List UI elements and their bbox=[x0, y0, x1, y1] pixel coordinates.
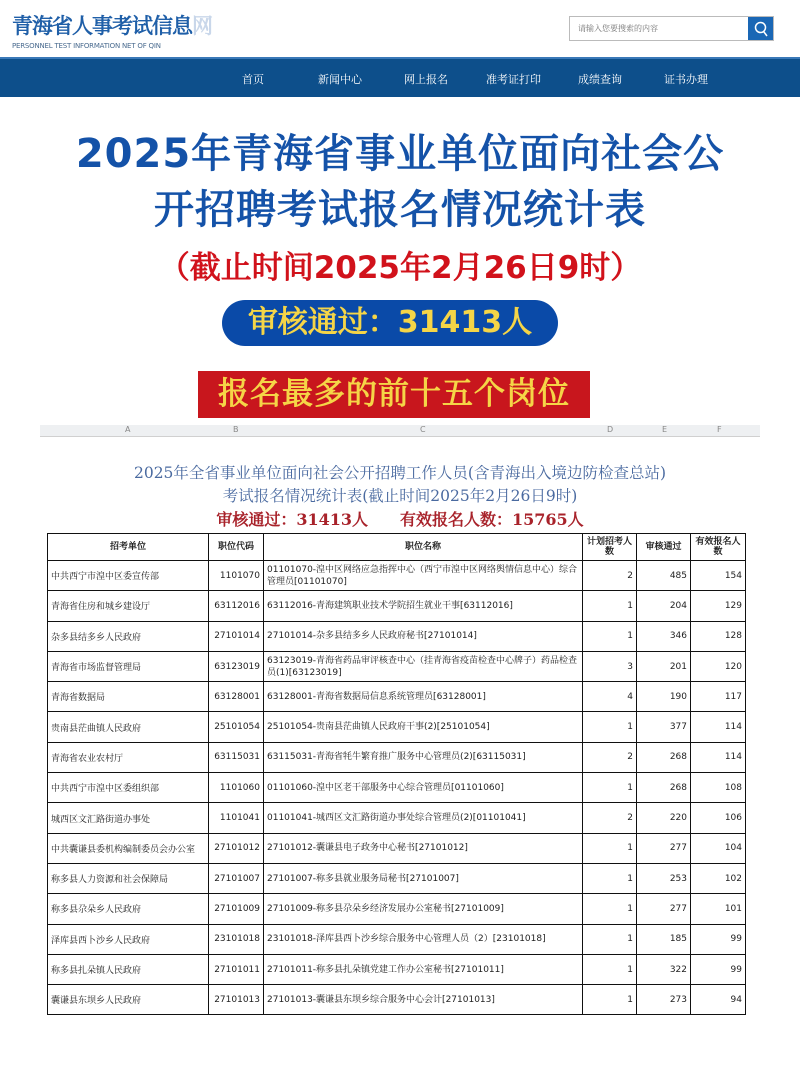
sheet-title-1: 2025年全省事业单位面向社会公开招聘工作人员(含青海出入境边防检查总站) bbox=[133, 464, 667, 482]
position-cell: 63112016-青海建筑职业技术学院招生就业干事[63112016] bbox=[264, 591, 583, 621]
unit-cell: 称多县尕朵乡人民政府 bbox=[48, 894, 209, 924]
approved-cell: 377 bbox=[637, 712, 691, 742]
code-cell: 1101041 bbox=[209, 803, 264, 833]
logo-english: PERSONNEL TEST INFORMATION NET OF QIN bbox=[12, 42, 161, 50]
table-row bbox=[48, 591, 746, 621]
search-button[interactable] bbox=[748, 17, 773, 40]
column-letters bbox=[40, 425, 760, 437]
code-cell: 27101013 bbox=[209, 985, 264, 1015]
position-cell: 27101007-称多县就业服务局秘书[27101007] bbox=[264, 863, 583, 893]
site-header bbox=[0, 0, 800, 57]
valid-cell: 117 bbox=[691, 682, 746, 712]
search-icon bbox=[754, 21, 768, 37]
valid-cell: 104 bbox=[691, 833, 746, 863]
headline-line1: 2025年青海省事业单位面向社会公 bbox=[75, 131, 725, 177]
table-row bbox=[48, 985, 746, 1015]
approved-cell: 268 bbox=[637, 742, 691, 772]
table-row bbox=[48, 651, 746, 681]
headline-subtitle: （截止时间2025年2月26日9时） bbox=[158, 250, 642, 286]
approved-cell: 185 bbox=[637, 924, 691, 954]
code-cell: 27101011 bbox=[209, 954, 264, 984]
valid-cell: 99 bbox=[691, 924, 746, 954]
unit-cell: 囊谦县东坝乡人民政府 bbox=[48, 985, 209, 1015]
code-cell: 63128001 bbox=[209, 682, 264, 712]
column-header: 计划招考人数 bbox=[583, 534, 637, 561]
table-row bbox=[48, 621, 746, 651]
approved-cell: 220 bbox=[637, 803, 691, 833]
position-cell: 23101018-泽库县西卜沙乡综合服务中心管理人员（2）[23101018] bbox=[264, 924, 583, 954]
logo-text-faded: 网 bbox=[192, 14, 212, 38]
position-cell: 25101054-贵南县茫曲镇人民政府干事(2)[25101054] bbox=[264, 712, 583, 742]
code-cell: 63112016 bbox=[209, 591, 264, 621]
nav-news[interactable]: 新闻中心 bbox=[318, 73, 362, 86]
approved-count-badge: 审核通过：31413人 bbox=[222, 300, 558, 346]
position-cell: 27101011-称多县扎朵镇党建工作办公室秘书[27101011] bbox=[264, 954, 583, 984]
position-cell: 01101070-湟中区网络应急指挥中心（西宁市湟中区网络舆情信息中心）综合管理员[01101070] bbox=[264, 561, 583, 591]
position-cell: 27101012-囊谦县电子政务中心秘书[27101012] bbox=[264, 833, 583, 863]
valid-cell: 101 bbox=[691, 894, 746, 924]
headline-line2: 开招聘考试报名情况统计表 bbox=[154, 187, 646, 233]
table-row bbox=[48, 924, 746, 954]
column-header: 审核通过 bbox=[637, 534, 691, 561]
position-cell: 27101009-称多县尕朵乡经济发展办公室秘书[27101009] bbox=[264, 894, 583, 924]
unit-cell: 青海省住房和城乡建设厅 bbox=[48, 591, 209, 621]
approved-cell: 253 bbox=[637, 863, 691, 893]
valid-cell: 114 bbox=[691, 712, 746, 742]
unit-cell: 青海省农业农村厅 bbox=[48, 742, 209, 772]
col-letter: E bbox=[662, 425, 668, 434]
unit-cell: 城西区文汇路街道办事处 bbox=[48, 803, 209, 833]
search-input[interactable] bbox=[570, 17, 748, 40]
unit-cell: 贵南县茫曲镇人民政府 bbox=[48, 712, 209, 742]
approved-cell: 268 bbox=[637, 773, 691, 803]
table-row bbox=[48, 803, 746, 833]
site-logo[interactable] bbox=[12, 10, 212, 50]
code-cell: 25101054 bbox=[209, 712, 264, 742]
search-box bbox=[569, 16, 774, 41]
nav-certificate[interactable]: 证书办理 bbox=[664, 73, 708, 86]
planned-cell: 1 bbox=[583, 591, 637, 621]
code-cell: 1101070 bbox=[209, 561, 264, 591]
main-nav bbox=[0, 57, 800, 97]
planned-cell: 1 bbox=[583, 863, 637, 893]
valid-cell: 120 bbox=[691, 651, 746, 681]
position-cell: 27101014-杂多县结多乡人民政府秘书[27101014] bbox=[264, 621, 583, 651]
code-cell: 63123019 bbox=[209, 651, 264, 681]
nav-score-query[interactable]: 成绩查询 bbox=[578, 73, 622, 86]
position-cell: 01101041-城西区文汇路街道办事处综合管理员(2)[01101041] bbox=[264, 803, 583, 833]
position-cell: 01101060-湟中区老干部服务中心综合管理员[01101060] bbox=[264, 773, 583, 803]
valid-cell: 154 bbox=[691, 561, 746, 591]
unit-cell: 称多县人力资源和社会保障局 bbox=[48, 863, 209, 893]
approved-cell: 346 bbox=[637, 621, 691, 651]
unit-cell: 青海省市场监督管理局 bbox=[48, 651, 209, 681]
position-cell: 27101013-囊谦县东坝乡综合服务中心会计[27101013] bbox=[264, 985, 583, 1015]
planned-cell: 2 bbox=[583, 561, 637, 591]
valid-cell: 106 bbox=[691, 803, 746, 833]
approved-cell: 204 bbox=[637, 591, 691, 621]
col-letter: C bbox=[420, 425, 426, 434]
planned-cell: 3 bbox=[583, 651, 637, 681]
table-row bbox=[48, 954, 746, 984]
approved-cell: 190 bbox=[637, 682, 691, 712]
code-cell: 1101060 bbox=[209, 773, 264, 803]
unit-cell: 称多县扎朵镇人民政府 bbox=[48, 954, 209, 984]
code-cell: 27101014 bbox=[209, 621, 264, 651]
table-row bbox=[48, 833, 746, 863]
column-header: 职位名称 bbox=[264, 534, 583, 561]
logo-text: 青海省人事考试信息 bbox=[12, 14, 192, 38]
table-row bbox=[48, 863, 746, 893]
planned-cell: 1 bbox=[583, 773, 637, 803]
valid-cell: 129 bbox=[691, 591, 746, 621]
valid-cell: 94 bbox=[691, 985, 746, 1015]
planned-cell: 2 bbox=[583, 742, 637, 772]
planned-cell: 2 bbox=[583, 803, 637, 833]
unit-cell: 中共囊谦县委机构编制委员会办公室 bbox=[48, 833, 209, 863]
code-cell: 63115031 bbox=[209, 742, 264, 772]
sheet-title-3: 审核通过：31413人 有效报名人数：15765人 bbox=[216, 510, 584, 529]
planned-cell: 1 bbox=[583, 894, 637, 924]
table-row bbox=[48, 894, 746, 924]
nav-admission-ticket[interactable]: 准考证打印 bbox=[486, 73, 541, 86]
unit-cell: 青海省数据局 bbox=[48, 682, 209, 712]
col-letter: F bbox=[717, 425, 722, 434]
approved-cell: 322 bbox=[637, 954, 691, 984]
approved-cell: 277 bbox=[637, 894, 691, 924]
position-cell: 63115031-青海省牦牛繁育推广服务中心管理员(2)[63115031] bbox=[264, 742, 583, 772]
nav-online-registration[interactable]: 网上报名 bbox=[404, 73, 448, 86]
approved-cell: 485 bbox=[637, 561, 691, 591]
planned-cell: 1 bbox=[583, 833, 637, 863]
spreadsheet bbox=[40, 425, 760, 1069]
table-row bbox=[48, 773, 746, 803]
col-letter: B bbox=[233, 425, 239, 434]
table-row bbox=[48, 682, 746, 712]
table-row bbox=[48, 742, 746, 772]
code-cell: 27101012 bbox=[209, 833, 264, 863]
approved-cell: 277 bbox=[637, 833, 691, 863]
positions-table bbox=[47, 533, 746, 1015]
planned-cell: 1 bbox=[583, 924, 637, 954]
planned-cell: 1 bbox=[583, 621, 637, 651]
table-row bbox=[48, 561, 746, 591]
valid-cell: 128 bbox=[691, 621, 746, 651]
column-header: 有效报名人数 bbox=[691, 534, 746, 561]
top-positions-label: 报名最多的前十五个岗位 bbox=[198, 371, 590, 418]
sheet-title-2: 考试报名情况统计表(截止时间2025年2月26日9时) bbox=[222, 487, 578, 505]
valid-cell: 108 bbox=[691, 773, 746, 803]
approved-cell: 273 bbox=[637, 985, 691, 1015]
column-header: 职位代码 bbox=[209, 534, 264, 561]
planned-cell: 1 bbox=[583, 985, 637, 1015]
approved-cell: 201 bbox=[637, 651, 691, 681]
code-cell: 27101009 bbox=[209, 894, 264, 924]
unit-cell: 中共西宁市湟中区委宣传部 bbox=[48, 561, 209, 591]
nav-home[interactable]: 首页 bbox=[242, 73, 264, 86]
planned-cell: 1 bbox=[583, 954, 637, 984]
column-header: 招考单位 bbox=[48, 534, 209, 561]
position-cell: 63128001-青海省数据局信息系统管理员[63128001] bbox=[264, 682, 583, 712]
col-letter: D bbox=[607, 425, 614, 434]
unit-cell: 中共西宁市湟中区委组织部 bbox=[48, 773, 209, 803]
position-cell: 63123019-青海省药品审评核查中心（挂青海省疫苗检查中心牌子）药品检查员(1)[63123019] bbox=[264, 651, 583, 681]
planned-cell: 1 bbox=[583, 712, 637, 742]
planned-cell: 4 bbox=[583, 682, 637, 712]
col-letter: A bbox=[125, 425, 131, 434]
unit-cell: 杂多县结多乡人民政府 bbox=[48, 621, 209, 651]
code-cell: 27101007 bbox=[209, 863, 264, 893]
valid-cell: 99 bbox=[691, 954, 746, 984]
table-row bbox=[48, 712, 746, 742]
valid-cell: 102 bbox=[691, 863, 746, 893]
unit-cell: 泽库县西卜沙乡人民政府 bbox=[48, 924, 209, 954]
code-cell: 23101018 bbox=[209, 924, 264, 954]
valid-cell: 114 bbox=[691, 742, 746, 772]
